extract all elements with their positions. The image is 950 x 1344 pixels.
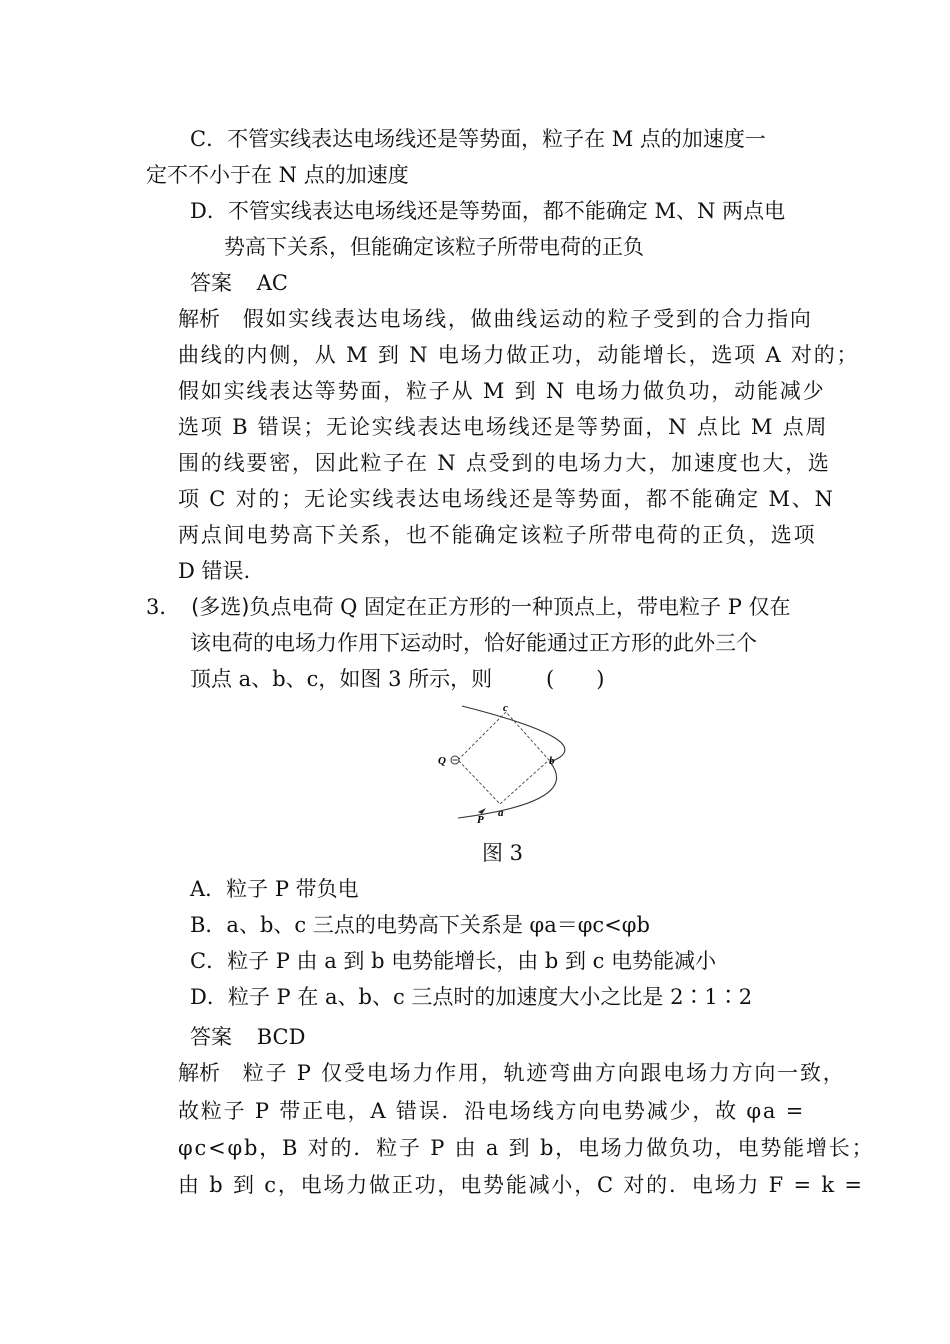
question-tag: (多选) (191, 595, 250, 619)
figure-3-diagram (432, 702, 572, 828)
analysis-line: 假如实线表达电场线，做曲线运动的粒子受到的合力指向 (242, 307, 813, 331)
option-c: C．粒子 P 由 a 到 b 电势能增长，由 b 到 c 电势能减小 (190, 949, 717, 973)
option-c-line2: 定不不小于在 N 点的加速度 (146, 163, 409, 187)
label-p: P (477, 814, 484, 826)
answer-label: 答案 (190, 271, 232, 295)
question-stem: 负点电荷 Q 固定在正方形的一种顶点上，带电粒子 P 仅在 (249, 595, 791, 619)
figure-caption: 图 3 (482, 841, 524, 865)
answer-row-q3 (190, 1022, 305, 1052)
option-d: D．粒子 P 在 a、b、c 三点时的加速度大小之比是 2∶1∶2 (190, 985, 753, 1009)
answer-row (190, 268, 288, 298)
label-c: c (503, 702, 508, 714)
analysis-line: 故粒子 P 带正电，A 错误．沿电场线方向电势减少，故 φa = (178, 1099, 806, 1123)
answer-value: AC (256, 271, 288, 295)
label-a: a (498, 807, 504, 819)
question-3-stem-line2: 该电荷的电场力作用下运动时，恰好能通过正方形的此外三个 (190, 631, 757, 655)
question-3-stem-line1 (146, 592, 791, 622)
analysis-row-q3-1 (178, 1058, 846, 1088)
analysis-label: 解析 (178, 1061, 220, 1085)
option-b: B．a、b、c 三点的电势高下关系是 φa＝φc<φb (190, 913, 650, 937)
analysis-line: D 错误. (178, 559, 251, 583)
analysis-line: 项 C 对的；无论实线表达电场线还是等势面，都不能确定 M、N (178, 487, 835, 511)
analysis-line: 假如实线表达等势面，粒子从 M 到 N 电场力做负功，动能减少 (178, 379, 826, 403)
analysis-line: 粒子 P 仅受电场力作用，轨迹弯曲方向跟电场力方向一致， (242, 1061, 846, 1085)
analysis-line: 围的线要密，因此粒子在 N 点受到的电场力大，加速度也大，选 (178, 451, 831, 475)
label-q: Q (438, 755, 446, 767)
analysis-line: 两点间电势高下关系，也不能确定该粒子所带电荷的正负，选项 (178, 523, 817, 547)
analysis-label: 解析 (178, 307, 220, 331)
question-3-stem-line3: 顶点 a、b、c，如图 3 所示，则 (190, 667, 493, 691)
analysis-line: φc<φb，B 对的．粒子 P 由 a 到 b，电场力做负功，电势能增长； (178, 1136, 875, 1160)
answer-label: 答案 (190, 1025, 232, 1049)
option-d-line1: D．不管实线表达电场线还是等势面，都不能确定 M、N 两点电 (190, 199, 786, 223)
option-a: A．粒子 P 带负电 (190, 877, 359, 901)
option-d-line2: 势高下关系，但能确定该粒子所带电荷的正负 (224, 235, 644, 259)
analysis-line: 由 b 到 c，电场力做正功，电势能减小，C 对的．电场力 F = k = (178, 1173, 864, 1197)
analysis-line: 选项 B 错误；无论实线表达电场线还是等势面，N 点比 M 点周 (178, 415, 829, 439)
answer-value: BCD (256, 1025, 306, 1049)
option-c-line1: C．不管实线表达电场线还是等势面，粒子在 M 点的加速度一 (190, 127, 766, 151)
analysis-row-1 (178, 304, 813, 334)
dashed-square (458, 712, 549, 804)
question-number: 3． (146, 595, 181, 619)
analysis-line: 曲线的内侧，从 M 到 N 电场力做正功，动能增长，选项 A 对的； (178, 343, 860, 367)
answer-blank: ( ) (546, 667, 605, 691)
label-b: b (549, 755, 555, 767)
